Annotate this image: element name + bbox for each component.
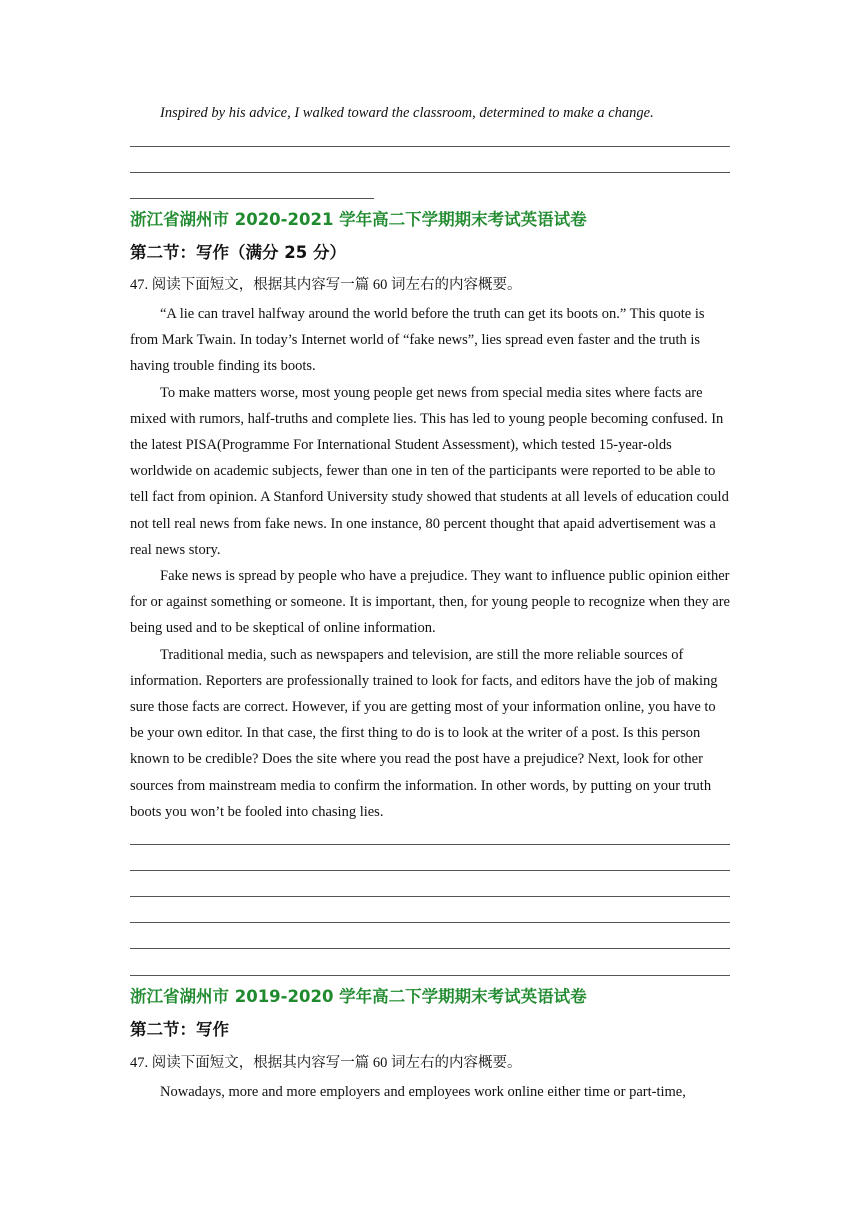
answer-line <box>130 146 730 147</box>
answer-line <box>130 870 730 871</box>
passage-paragraph: “A lie can travel halfway around the world before the truth can get its boots on.” This quote is from Mark Twain. In today’s Internet world of “fake news”, lies spread even faster and the truth is having trouble finding its boots. <box>130 306 705 375</box>
passage-paragraph: Traditional media, such as newspapers and television, are still the more reliable sources of information. Reporters are professionally trained to look for facts, and editors have the job of making sure those facts are correct. However, if you are getting most of your information online, you have to be your own editor. In that case, the first thing to do is to look at the writer of a post. Is this person known to be credible? Does the site where you read the post have a prejudice? Next, look for other sources from mainstream media to confirm the information. In other words, by putting on your truth boots you won’t be fooled into chasing lies. <box>130 646 718 820</box>
passage-paragraph: To make matters worse, most young people get news from special media sites where facts are mixed with rumors, half-truths and complete lies. This has led to young people becoming confused. In the latest PISA(Programme For International Student Assessment), which tested 15-year-olds worldwide on academic subjects, fewer than one in ten of the participants were reported to be able to tell fact from opinion. A Stanford University study showed that students at all levels of education could not tell real news from fake news. In one instance, 80 percent thought that apaid advertisement was a real news story. <box>130 384 729 558</box>
answer-line <box>130 844 730 845</box>
continuation-sentence: Inspired by his advice, I walked toward the classroom, determined to make a change. <box>160 105 654 121</box>
passage-paragraph: Nowadays, more and more employers and employees work online either time or part-time, <box>160 1084 686 1100</box>
exam-title: 浙江省湖州市 2019-2020 学年高二下学期期末考试英语试卷 <box>130 987 587 1006</box>
passage <box>130 301 730 825</box>
section-title: 第二节：写作 <box>130 1020 229 1039</box>
answer-line-short <box>130 198 374 199</box>
passage-paragraph: Fake news is spread by people who have a prejudice. They want to influence public opinion either for or against something or someone. It is important, then, for young people to recognize when they are being used and to be skeptical of online information. <box>130 568 730 637</box>
section-title: 第二节：写作（满分 25 分） <box>130 243 346 262</box>
answer-line <box>130 975 730 976</box>
question-prompt: 47. 阅读下面短文，根据其内容写一篇 60 词左右的内容概要。 <box>130 277 522 293</box>
answer-line <box>130 896 730 897</box>
answer-line <box>130 172 730 173</box>
question-prompt: 47. 阅读下面短文，根据其内容写一篇 60 词左右的内容概要。 <box>130 1055 522 1071</box>
exam-title: 浙江省湖州市 2020-2021 学年高二下学期期末考试英语试卷 <box>130 210 587 229</box>
answer-line <box>130 948 730 949</box>
answer-line <box>130 922 730 923</box>
